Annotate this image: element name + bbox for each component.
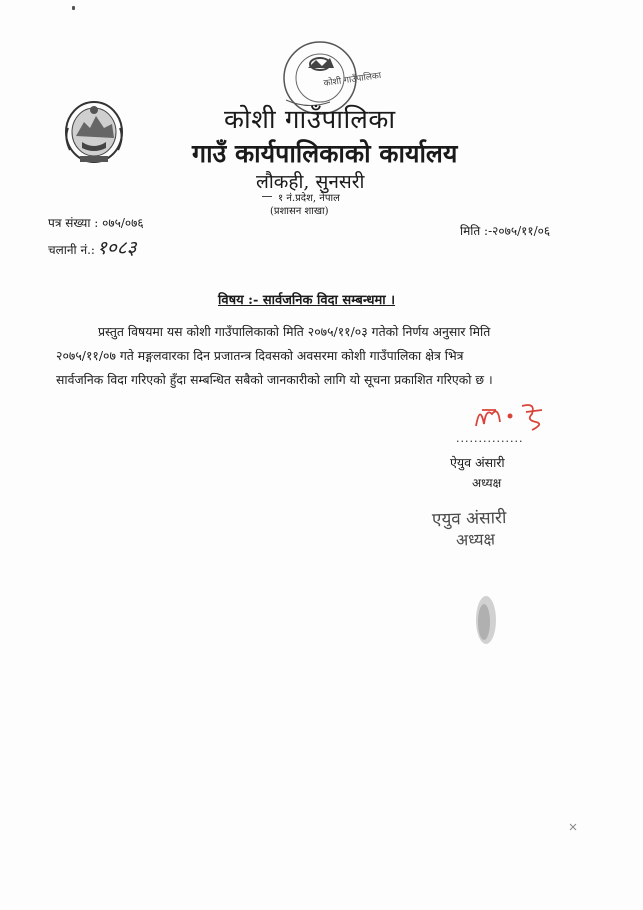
dispatch-value: १०८३ [96,237,137,259]
office-title: गाउँ कार्यपालिकाको कार्यालय [192,139,458,168]
scan-mark [568,822,578,832]
office-location: लौकही, सुनसरी [256,171,365,193]
letter-body [56,320,576,392]
title-stamp: अध्यक्ष [455,529,496,550]
signatory-title: अध्यक्ष [472,476,502,490]
seal-text: कोशी गाउँपालिका [323,70,382,89]
name-stamp: एयुव अंसारी [431,508,507,530]
scan-mark [72,6,75,10]
letter-date: मिति :-२०७५/११/०६ [460,224,551,238]
office-name: कोशी गाउँपालिका [224,105,396,135]
body-line: २०७५/११/०७ गते मङ्गलवारका दिन प्रजातन्त्र दिवसको अवसरमा कोशी गाउँपालिका क्षेत्र भित्र [56,348,464,363]
office-province: १ नं.प्रदेश, नेपाल [278,193,340,204]
letter-subject: विषय :- सार्वजनिक विदा सम्बन्धमा । [218,293,396,308]
signatory-name: ऐयुव अंसारी [450,455,505,470]
handwritten-signature [470,396,552,436]
office-branch: (प्रशासन शाखा) [270,206,329,217]
nepal-emblem-icon [62,98,126,168]
dispatch-number [48,234,137,260]
letter-number: पत्र संख्या : ०७५/०७६ [48,216,144,230]
fingerprint-smudge [470,592,504,652]
signature-line: ............... [456,432,524,445]
body-line: सार्वजनिक विदा गरिएको हुँदा सम्बन्धित सबैको जानकारीको लागि यो सूचना प्रकाशित गरिएको छ । [56,372,493,387]
divider [262,196,272,197]
dispatch-label: चलानी नं.: [48,243,95,257]
body-line: प्रस्तुत विषयमा यस कोशी गाउँपालिकाको मिति २०७५/११/०३ गतेको निर्णय अनुसार मिति [98,324,491,339]
